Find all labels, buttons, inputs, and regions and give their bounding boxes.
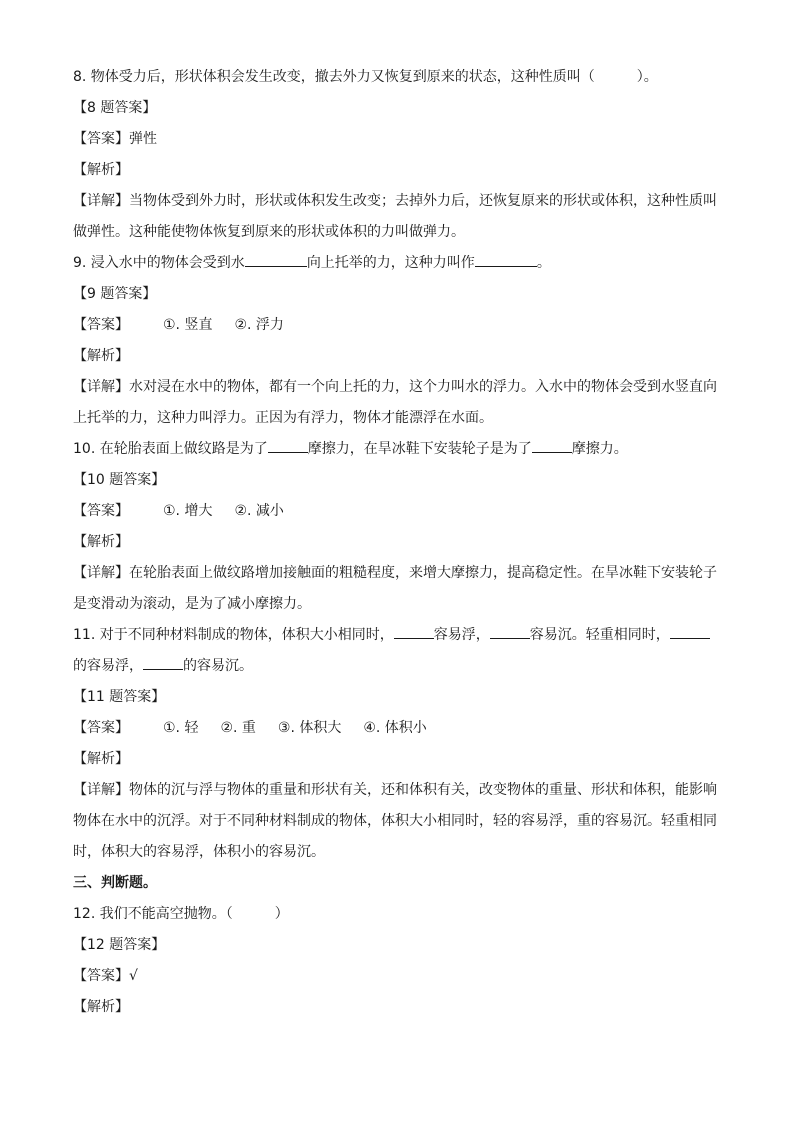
q10-stem-b: 摩擦力，在旱冰鞋下安装轮子是为了 <box>307 441 532 457</box>
q11-answer-4: ④. 体积小 <box>363 720 427 736</box>
q9-stem-a: 9. 浸入水中的物体会受到水 <box>73 255 245 271</box>
q8-answer-tag: 【答案】 <box>73 131 129 147</box>
q10-detail-tag: 【详解】 <box>73 565 129 581</box>
q8-stem: 8. 物体受力后，形状体积会发生改变，撤去外力又恢复到原来的状态，这种性质叫（ ）。 <box>73 69 658 85</box>
q11-analysis: 【解析】 <box>73 751 129 767</box>
q10-answer-header: 【10 题答案】 <box>73 472 166 488</box>
q9-answer-line <box>73 310 725 341</box>
q9-detail-line-2: 上托举的力，这种力叫浮力。正因为有浮力，物体才能漂浮在水面。 <box>73 410 493 426</box>
q8-detail-tag: 【详解】 <box>73 193 129 209</box>
q8-detail-line-2: 做弹性。这种能使物体恢复到原来的形状或体积的力叫做弹力。 <box>73 224 465 240</box>
q8-detail-line-1 <box>73 186 725 217</box>
q11-answer-2: ②. 重 <box>220 720 256 736</box>
q11-answer-header: 【11 题答案】 <box>73 689 166 705</box>
q9-detail-text-1: 水对浸在水中的物体，都有一个向上托的力，这个力叫水的浮力。入水中的物体会受到水竖直向 <box>129 379 717 395</box>
q10-detail-line-1 <box>73 558 725 589</box>
q11-detail-line-1 <box>73 775 725 806</box>
q9-blank-2 <box>475 251 537 267</box>
document-page <box>73 62 725 1023</box>
q9-stem-c: 。 <box>536 255 551 271</box>
q12-answer-header: 【12 题答案】 <box>73 937 166 953</box>
q12-answer-line <box>73 961 725 992</box>
q11-stem-e: 的容易沉。 <box>183 658 253 674</box>
q10-answer-tag: 【答案】 <box>73 503 129 519</box>
q11-stem-b: 容易浮， <box>433 627 490 643</box>
q12-answer-tag: 【答案】 <box>73 968 129 984</box>
q11-stem-line-1 <box>73 620 725 651</box>
q9-stem <box>73 248 725 279</box>
q10-stem-a: 10. 在轮胎表面上做纹路是为了 <box>73 441 268 457</box>
q11-answer-line <box>73 713 725 744</box>
q10-answer-2: ②. 减小 <box>234 503 284 519</box>
q9-answer-1: ①. 竖直 <box>163 317 213 333</box>
q8-answer: 弹性 <box>129 131 157 147</box>
q11-stem-line-2 <box>73 651 725 682</box>
q10-stem-c: 摩擦力。 <box>571 441 628 457</box>
q11-stem-d: 的容易浮， <box>73 658 143 674</box>
q11-blank-1 <box>394 623 434 639</box>
q11-detail-text-1: 物体的沉与浮与物体的重量和形状有关，还和体积有关，改变物体的重量、形状和体积，能影响 <box>129 782 717 798</box>
q9-detail-tag: 【详解】 <box>73 379 129 395</box>
q9-answer-tag: 【答案】 <box>73 317 129 333</box>
q12-analysis: 【解析】 <box>73 999 129 1015</box>
q9-stem-b: 向上托举的力，这种力叫作 <box>306 255 475 271</box>
q10-blank-1 <box>268 437 308 453</box>
q9-answer-header: 【9 题答案】 <box>73 286 157 302</box>
q9-analysis: 【解析】 <box>73 348 129 364</box>
q10-detail-line-2: 是变滑动为滚动，是为了减小摩擦力。 <box>73 596 311 612</box>
q8-detail-text-1: 当物体受到外力时，形状或体积发生改变；去掉外力后，还恢复原来的形状或体积，这种性质叫 <box>129 193 717 209</box>
q8-answer-header: 【8 题答案】 <box>73 100 157 116</box>
q9-blank-1 <box>245 251 307 267</box>
q11-blank-2 <box>490 623 530 639</box>
q10-answer-line <box>73 496 725 527</box>
q11-detail-line-2: 物体在水中的沉浮。对于不同种材料制成的物体，体积大小相同时，轻的容易浮，重的容易沉。轻重相同 <box>73 813 717 829</box>
q10-analysis: 【解析】 <box>73 534 129 550</box>
q9-detail-line-1 <box>73 372 725 403</box>
q11-detail-line-3: 时，体积大的容易浮，体积小的容易沉。 <box>73 844 325 860</box>
q8-answer-line <box>73 124 725 155</box>
q11-stem-c: 容易沉。轻重相同时， <box>529 627 670 643</box>
q10-stem <box>73 434 725 465</box>
q11-blank-3 <box>670 623 710 639</box>
q12-answer: √ <box>129 968 138 984</box>
q11-blank-4 <box>143 654 183 670</box>
q11-answer-tag: 【答案】 <box>73 720 129 736</box>
q11-stem-a: 11. 对于不同种材料制成的物体，体积大小相同时， <box>73 627 394 643</box>
q10-blank-2 <box>532 437 572 453</box>
q10-detail-text-1: 在轮胎表面上做纹路增加接触面的粗糙程度，来增大摩擦力，提高稳定性。在旱冰鞋下安装轮子 <box>129 565 717 581</box>
q11-answer-3: ③. 体积大 <box>277 720 342 736</box>
q11-answer-1: ①. 轻 <box>163 720 199 736</box>
q10-answer-1: ①. 增大 <box>163 503 213 519</box>
q12-stem: 12. 我们不能高空抛物。（ ） <box>73 906 289 922</box>
q8-analysis: 【解析】 <box>73 162 129 178</box>
section-heading-judgement: 三、判断题。 <box>73 875 157 891</box>
q9-answer-2: ②. 浮力 <box>234 317 284 333</box>
q11-detail-tag: 【详解】 <box>73 782 129 798</box>
